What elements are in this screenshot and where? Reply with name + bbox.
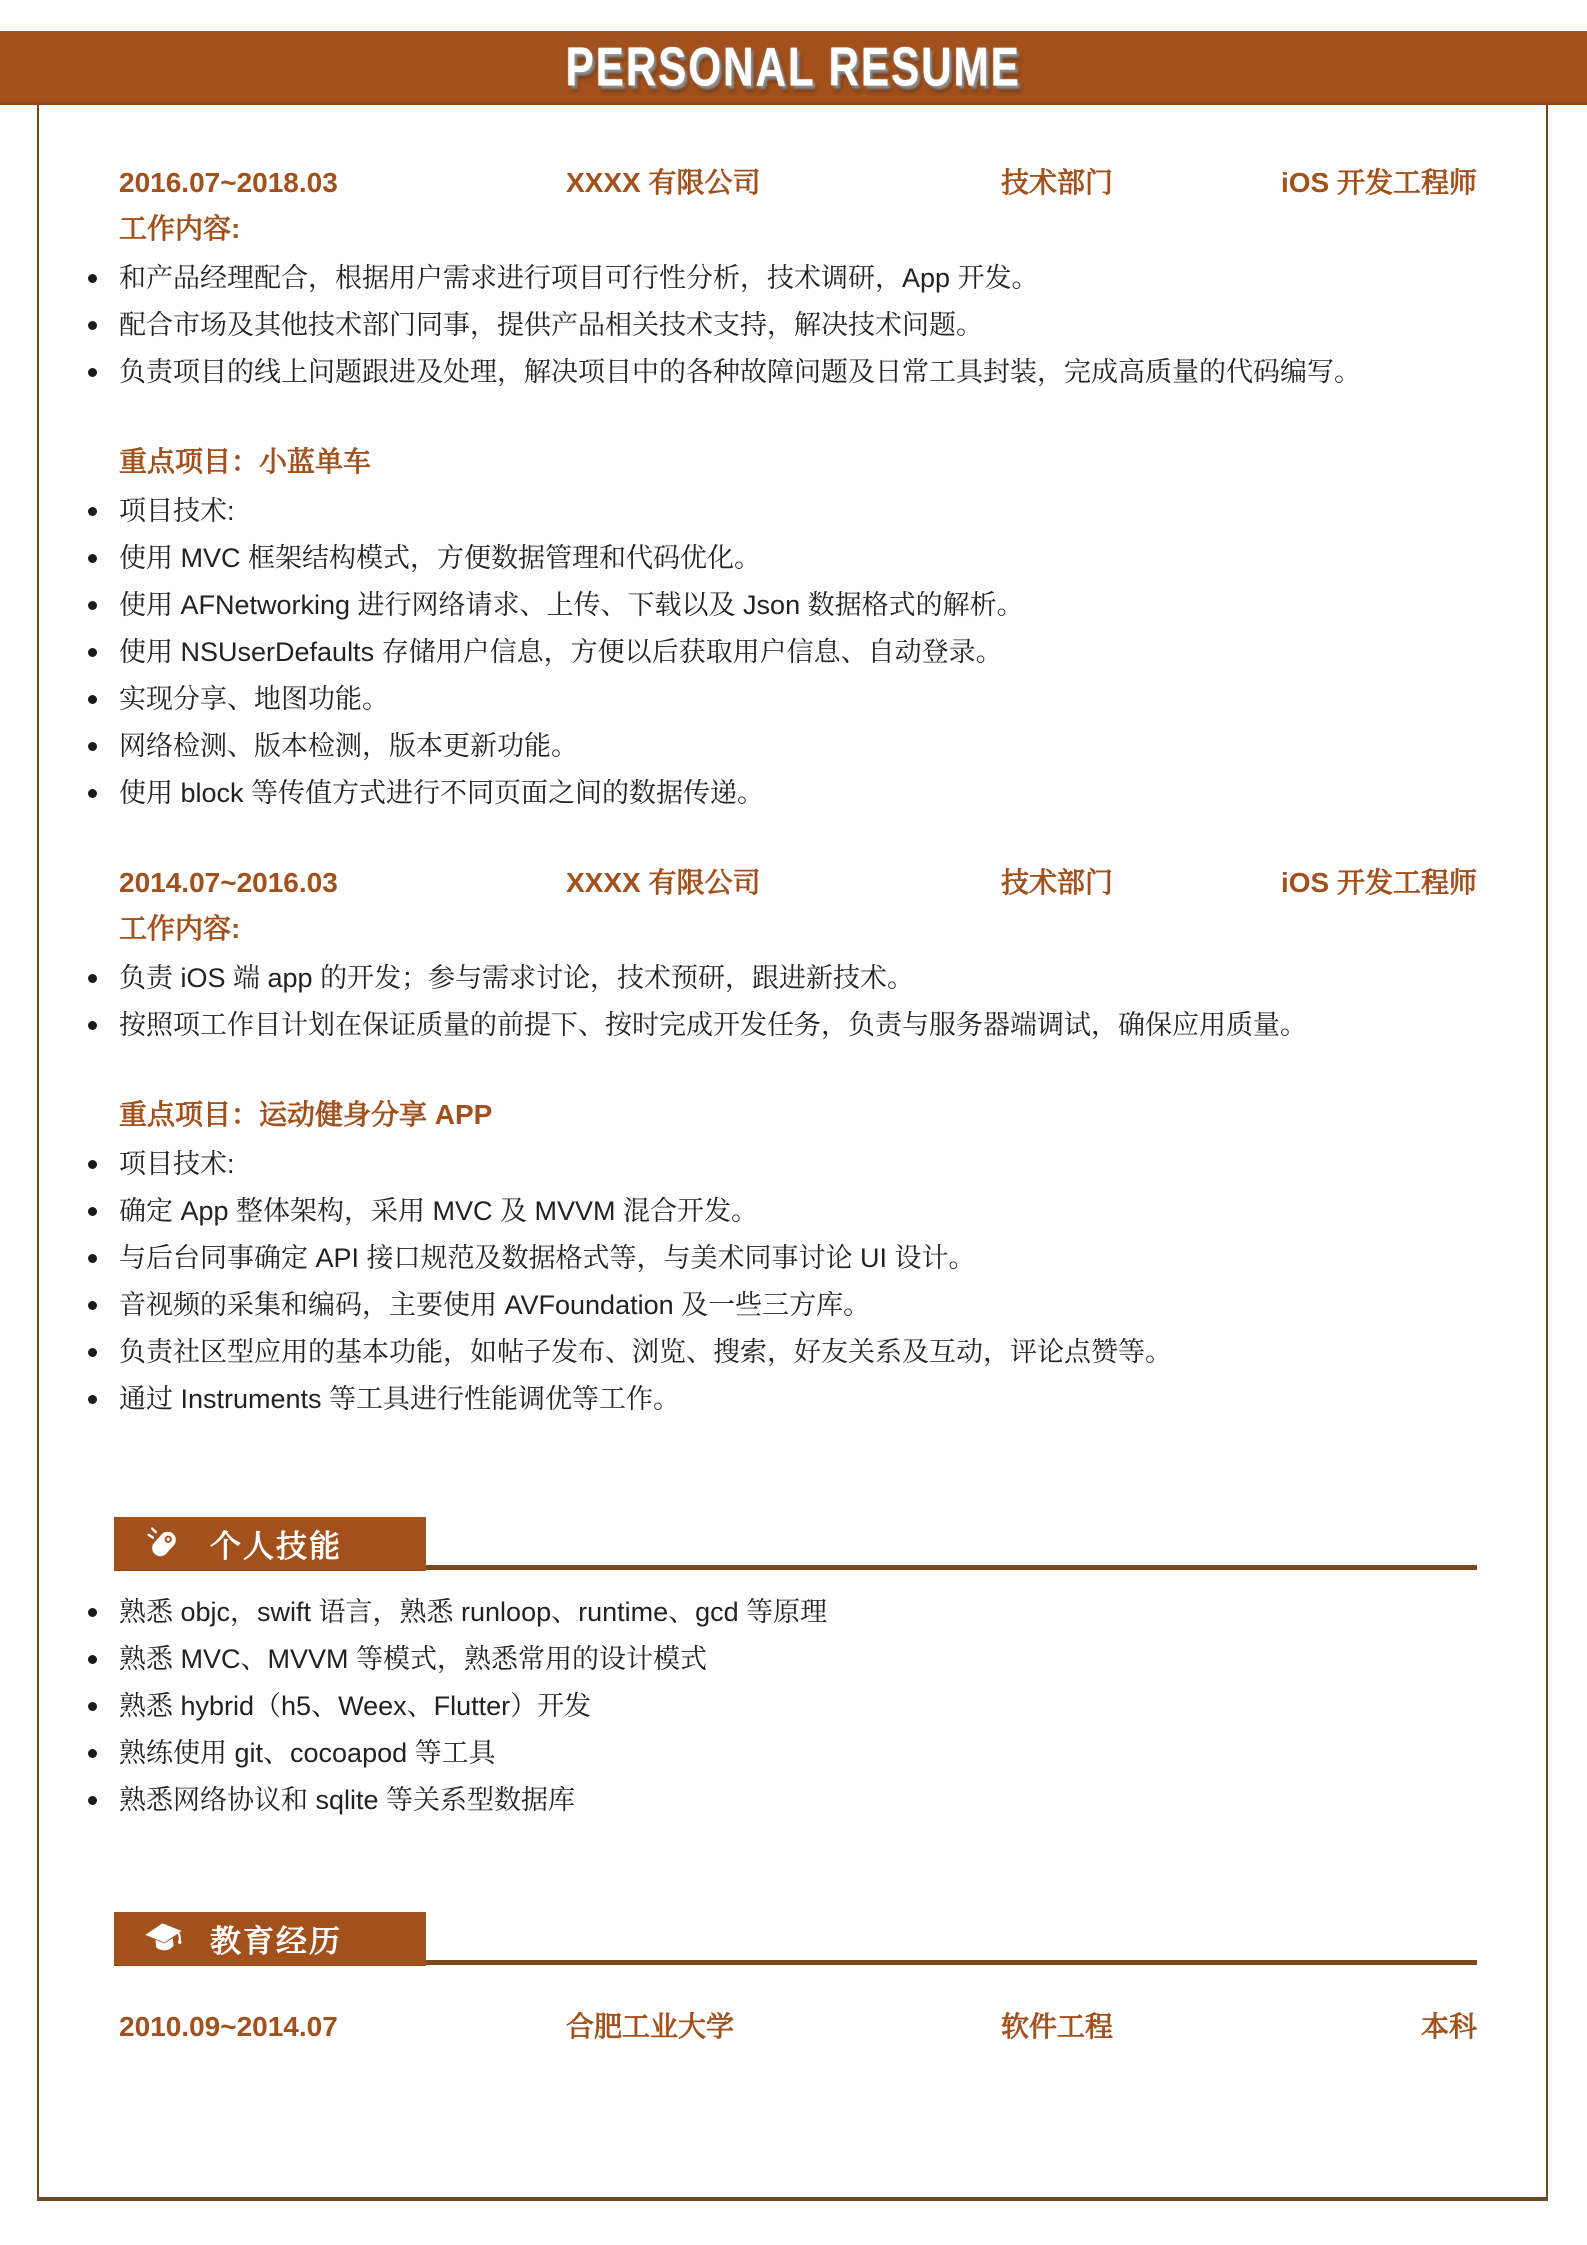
experience-position: iOS 开发工程师	[1280, 167, 1477, 198]
bullet-dot-icon	[88, 1021, 97, 1030]
list-item-text: 和产品经理配合，根据用户需求进行项目可行性分析，技术调研，App 开发。	[119, 263, 1039, 293]
bullet-dot-icon	[88, 507, 97, 516]
list-item	[119, 585, 1477, 625]
experience-period: 2016.07~2018.03	[119, 167, 338, 198]
bullet-dot-icon	[88, 274, 97, 283]
banner	[0, 31, 1587, 105]
list-item	[119, 1379, 1477, 1419]
list-item	[119, 679, 1477, 719]
list-item	[119, 1238, 1477, 1278]
list-item	[119, 1144, 1477, 1184]
experience-company: XXXX 有限公司	[566, 867, 761, 898]
list-item	[119, 1733, 1477, 1773]
list-item	[119, 1005, 1477, 1045]
list-item-text: 使用 MVC 框架结构模式，方便数据管理和代码优化。	[119, 543, 762, 573]
bullet-dot-icon	[88, 648, 97, 657]
list-item-text: 负责 iOS 端 app 的开发；参与需求讨论，技术预研，跟进新技术。	[119, 963, 915, 993]
list-item-text: 音视频的采集和编码，主要使用 AVFoundation 及一些三方库。	[119, 1290, 871, 1320]
list-item-text: 熟练使用 git、cocoapod 等工具	[119, 1738, 496, 1768]
section-rule	[426, 1960, 1477, 1965]
education-degree: 本科	[1420, 2011, 1477, 2042]
list-item	[119, 726, 1477, 766]
list-item-text: 与后台同事确定 API 接口规范及数据格式等，与美术同事讨论 UI 设计。	[119, 1243, 976, 1273]
list-item-text: 熟悉 objc，swift 语言，熟悉 runloop、runtime、gcd 等原理	[119, 1597, 828, 1627]
bullet-dot-icon	[88, 742, 97, 751]
duties-list	[119, 958, 1477, 1045]
education-row	[119, 2007, 1477, 2047]
project-items-list	[119, 1144, 1477, 1419]
project-items-list	[119, 491, 1477, 813]
list-item-text: 确定 App 整体架构，采用 MVC 及 MVVM 混合开发。	[119, 1196, 759, 1226]
experience-department: 技术部门	[1001, 867, 1114, 898]
list-item	[119, 258, 1477, 298]
list-item	[119, 1639, 1477, 1679]
list-item	[119, 632, 1477, 672]
list-item-text: 熟悉 MVC、MVVM 等模式，熟悉常用的设计模式	[119, 1644, 708, 1674]
education-header-box	[114, 1912, 426, 1965]
list-item-text: 使用 AFNetworking 进行网络请求、上传、下载以及 Json 数据格式的解析。	[119, 590, 1024, 620]
duties-list	[119, 258, 1477, 392]
bullet-dot-icon	[88, 1608, 97, 1617]
education-major: 软件工程	[1001, 2011, 1114, 2042]
experience-company: XXXX 有限公司	[566, 167, 761, 198]
banner-title: PERSONAL RESUME	[565, 34, 1022, 97]
list-item-text: 熟悉 hybrid（h5、Weex、Flutter）开发	[119, 1691, 592, 1721]
list-item-text: 通过 Instruments 等工具进行性能调优等工作。	[119, 1384, 681, 1414]
bullet-dot-icon	[88, 1702, 97, 1711]
list-item-text: 配合市场及其他技术部门同事，提供产品相关技术支持，解决技术问题。	[119, 310, 983, 340]
bullet-dot-icon	[88, 1796, 97, 1805]
list-item-text: 项目技术:	[119, 1149, 235, 1179]
education-section	[119, 1912, 1477, 2047]
section-rule	[426, 1565, 1477, 1570]
skills-list	[119, 1592, 1477, 1820]
bullet-dot-icon	[88, 1301, 97, 1310]
bullet-dot-icon	[88, 1655, 97, 1664]
list-item	[119, 491, 1477, 531]
skills-header-box	[114, 1517, 426, 1570]
list-item	[119, 773, 1477, 813]
content-frame	[37, 105, 1548, 2201]
experience-entry-2	[119, 863, 1477, 1419]
experience-header-row	[119, 163, 1477, 203]
bullet-dot-icon	[88, 368, 97, 377]
duties-label: 工作内容:	[119, 213, 241, 244]
hand-mouse-icon	[144, 1524, 184, 1564]
list-item	[119, 538, 1477, 578]
bullet-dot-icon	[88, 1395, 97, 1404]
list-item-text: 负责项目的线上问题跟进及处理，解决项目中的各种故障问题及日常工具封装，完成高质量的代码编写。	[119, 357, 1361, 387]
experience-entry-1	[119, 163, 1477, 813]
list-item	[119, 1332, 1477, 1372]
list-item-text: 负责社区型应用的基本功能，如帖子发布、浏览、搜索，好友关系及互动，评论点赞等。	[119, 1337, 1172, 1367]
duties-label: 工作内容:	[119, 913, 241, 944]
bullet-dot-icon	[88, 1254, 97, 1263]
bullet-dot-icon	[88, 1348, 97, 1357]
experience-position: iOS 开发工程师	[1280, 867, 1477, 898]
list-item-text: 项目技术:	[119, 496, 235, 526]
experience-department: 技术部门	[1001, 167, 1114, 198]
bullet-dot-icon	[88, 601, 97, 610]
project-title: 重点项目：小蓝单车	[119, 446, 372, 477]
education-section-header	[114, 1912, 1477, 1965]
list-item	[119, 1686, 1477, 1726]
list-item	[119, 958, 1477, 998]
list-item-text: 实现分享、地图功能。	[119, 684, 389, 714]
bullet-dot-icon	[88, 695, 97, 704]
education-period: 2010.09~2014.07	[119, 2011, 338, 2042]
list-item	[119, 352, 1477, 392]
list-item	[119, 1780, 1477, 1820]
list-item-text: 按照项工作目计划在保证质量的前提下、按时完成开发任务，负责与服务器端调试，确保应用质量。	[119, 1010, 1307, 1040]
list-item-text: 使用 block 等传值方式进行不同页面之间的数据传递。	[119, 778, 765, 808]
list-item-text: 熟悉网络协议和 sqlite 等关系型数据库	[119, 1785, 576, 1815]
skills-section-header	[114, 1517, 1477, 1570]
bullet-dot-icon	[88, 554, 97, 563]
education-school: 合肥工业大学	[566, 2011, 735, 2042]
experience-period: 2014.07~2016.03	[119, 867, 338, 898]
bullet-dot-icon	[88, 1160, 97, 1169]
list-item	[119, 305, 1477, 345]
graduation-cap-icon	[144, 1919, 184, 1959]
skills-section-title: 个人技能	[210, 1529, 342, 1564]
bullet-dot-icon	[88, 974, 97, 983]
experience-header-row	[119, 863, 1477, 903]
list-item	[119, 1285, 1477, 1325]
bullet-dot-icon	[88, 1749, 97, 1758]
bullet-dot-icon	[88, 789, 97, 798]
list-item	[119, 1592, 1477, 1632]
list-item-text: 网络检测、版本检测，版本更新功能。	[119, 731, 578, 761]
project-title: 重点项目：运动健身分享 APP	[119, 1099, 493, 1130]
bullet-dot-icon	[88, 1207, 97, 1216]
education-section-title: 教育经历	[210, 1924, 342, 1959]
bullet-dot-icon	[88, 321, 97, 330]
list-item-text: 使用 NSUserDefaults 存储用户信息，方便以后获取用户信息、自动登录。	[119, 637, 1003, 667]
list-item	[119, 1191, 1477, 1231]
skills-section	[119, 1517, 1477, 1820]
